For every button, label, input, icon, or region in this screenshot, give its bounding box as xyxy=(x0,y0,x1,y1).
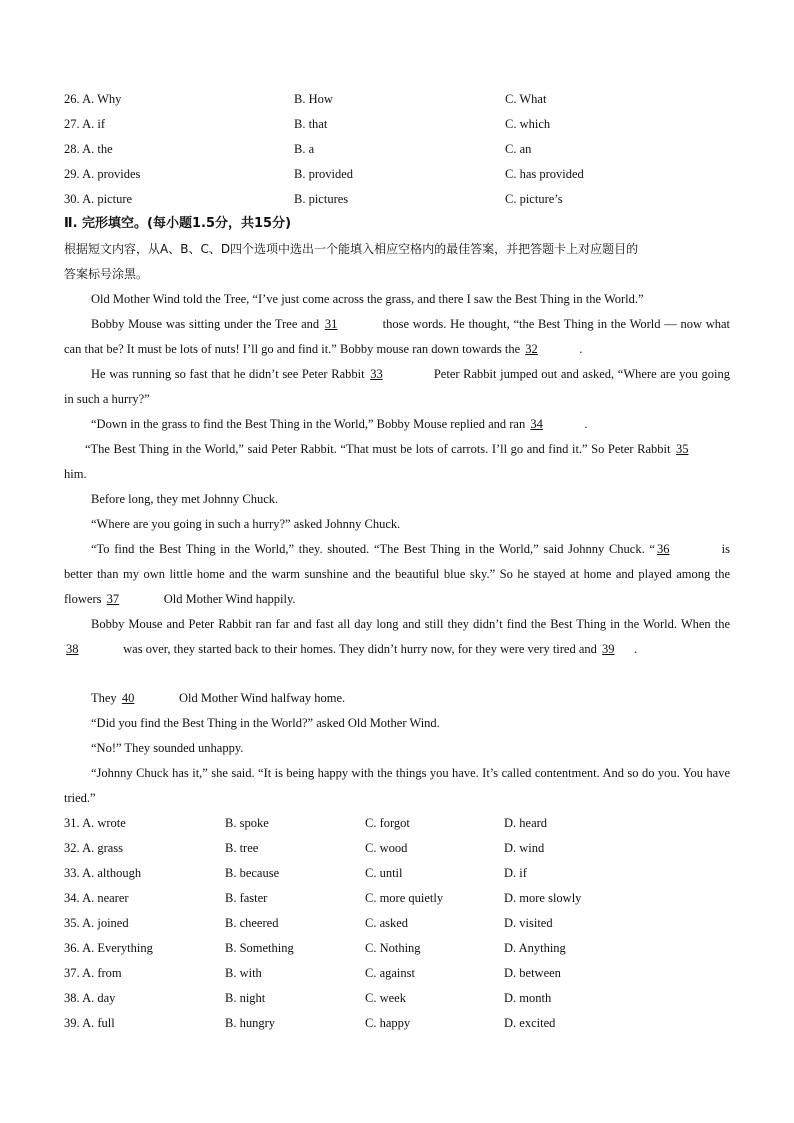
choice-c: C. What xyxy=(505,92,547,106)
choice-b: B. Something xyxy=(225,941,294,955)
passage-paragraph-12: “No!” They sounded unhappy. xyxy=(91,741,244,755)
instruction-line-2: 答案标号涂黑。 xyxy=(64,267,149,281)
choice-a: 36. A. Everything xyxy=(64,941,153,955)
choice-a: 39. A. full xyxy=(64,1016,115,1030)
choice-d: D. if xyxy=(504,866,527,880)
choice-b: B. faster xyxy=(225,891,268,905)
choice-a: 32. A. grass xyxy=(64,841,124,855)
choice-c: C. picture’s xyxy=(505,192,563,206)
section-heading: Ⅱ. 完形填空。(每小题1.5分，共15分) xyxy=(64,216,292,231)
passage-paragraph-5: “The Best Thing in the World,” said Peter Rabbit. “That must be lots of carrots. I’ll go and find it.” So Peter Rabbit 35 him. xyxy=(64,437,730,487)
choice-row-31 xyxy=(64,811,730,836)
choice-row-28 xyxy=(64,137,730,162)
choice-row-36 xyxy=(64,936,730,961)
choice-d: D. month xyxy=(504,991,552,1005)
choice-b: B. tree xyxy=(225,841,259,855)
choice-c: C. an xyxy=(505,142,532,156)
choice-b: B. hungry xyxy=(225,1016,275,1030)
choice-b: B. provided xyxy=(294,167,354,181)
choice-b: B. that xyxy=(294,117,328,131)
blank-38: 38 xyxy=(66,642,79,656)
choice-d: D. heard xyxy=(504,816,548,830)
choice-row-32 xyxy=(64,836,730,861)
choice-row-37 xyxy=(64,961,730,986)
choice-a: 38. A. day xyxy=(64,991,116,1005)
choice-a: 34. A. nearer xyxy=(64,891,129,905)
choice-row-29 xyxy=(64,162,730,187)
choice-row-38 xyxy=(64,986,730,1011)
choice-a: 37. A. from xyxy=(64,966,122,980)
choice-c: C. against xyxy=(365,966,415,980)
choice-c: C. has provided xyxy=(505,167,584,181)
choice-c: C. happy xyxy=(365,1016,411,1030)
passage-paragraph-8: “To find the Best Thing in the World,” they. shouted. “The Best Thing in the World,” said Johnny Chuck. “ 36 is better than my own little home and the warm sunshine and the beautiful blue sky.” So he stayed at home and played among the flowers 37 Old Mother Wind happily. xyxy=(64,537,730,612)
passage-paragraph-9: Bobby Mouse and Peter Rabbit ran far and fast all day long and still they didn’t find the Best Thing in the World. When the 38 was over, they started back to their homes. They didn’t hurry now, for they were very tired and 39 . xyxy=(64,612,730,662)
choice-a: 33. A. although xyxy=(64,866,142,880)
choice-d: D. wind xyxy=(504,841,545,855)
choice-a: 29. A. provides xyxy=(64,167,141,181)
blank-33: 33 xyxy=(370,367,383,381)
choice-c: C. forgot xyxy=(365,816,410,830)
choice-d: D. Anything xyxy=(504,941,566,955)
choice-a: 30. A. picture xyxy=(64,192,133,206)
blank-36: 36 xyxy=(656,542,670,556)
passage-paragraph-4: “Down in the grass to find the Best Thing in the World,” Bobby Mouse replied and ran 34 . xyxy=(64,412,730,437)
choice-d: D. more slowly xyxy=(504,891,582,905)
choice-row-39 xyxy=(64,1011,730,1036)
choice-row-26 xyxy=(64,87,730,112)
choice-c: C. wood xyxy=(365,841,408,855)
instruction-line-1: 根据短文内容，从A、B、C、D四个选项中选出一个能填入相应空格内的最佳答案，并把答题卡上对应题目的 xyxy=(64,242,639,256)
choice-b: B. a xyxy=(294,142,315,156)
choice-d: D. between xyxy=(504,966,561,980)
choice-row-35 xyxy=(64,911,730,936)
choice-b: B. cheered xyxy=(225,916,279,930)
passage-paragraph-6: Before long, they met Johnny Chuck. xyxy=(91,492,279,506)
blank-34: 34 xyxy=(530,417,543,431)
choice-row-34 xyxy=(64,886,730,911)
choice-row-27 xyxy=(64,112,730,137)
choice-row-33 xyxy=(64,861,730,886)
choice-b: B. night xyxy=(225,991,266,1005)
blank-35: 35 xyxy=(676,442,689,456)
choice-c: C. asked xyxy=(365,916,409,930)
passage-paragraph-11: “Did you find the Best Thing in the World?” asked Old Mother Wind. xyxy=(91,716,440,730)
choice-row-30 xyxy=(64,187,730,212)
choice-a: 31. A. wrote xyxy=(64,816,126,830)
choice-c: C. week xyxy=(365,991,406,1005)
choice-a: 27. A. if xyxy=(64,117,105,131)
choice-d: D. visited xyxy=(504,916,553,930)
choice-b: B. pictures xyxy=(294,192,349,206)
choice-a: 28. A. the xyxy=(64,142,113,156)
passage-paragraph-3: He was running so fast that he didn’t see Peter Rabbit 33 Peter Rabbit jumped out and asked, “Where are you going in such a hurry?” xyxy=(64,362,730,412)
choice-a: 35. A. joined xyxy=(64,916,129,930)
choice-c: C. until xyxy=(365,866,403,880)
choice-d: D. excited xyxy=(504,1016,556,1030)
passage-paragraph-10: They 40 Old Mother Wind halfway home. xyxy=(64,686,730,711)
passage-paragraph-1: Old Mother Wind told the Tree, “I’ve just come across the grass, and there I saw the Best Thing in the World.” xyxy=(91,292,644,306)
choice-b: B. because xyxy=(225,866,280,880)
choice-b: B. How xyxy=(294,92,333,106)
passage-paragraph-7: “Where are you going in such a hurry?” asked Johnny Chuck. xyxy=(91,517,401,531)
choice-b: B. with xyxy=(225,966,262,980)
passage-paragraph-13: “Johnny Chuck has it,” she said. “It is being happy with the things you have. It’s called contentment. And so do you. You have tried.” xyxy=(64,766,730,805)
choice-a: 26. A. Why xyxy=(64,92,122,106)
blank-37: 37 xyxy=(106,592,120,606)
choice-b: B. spoke xyxy=(225,816,269,830)
passage-paragraph-2: Bobby Mouse was sitting under the Tree and 31 those words. He thought, “the Best Thing in the World — now what can that be? It must be lots of nuts! I’ll go and find it.” Bobby mouse ran down towards the 32 . xyxy=(64,312,730,362)
choice-c: C. Nothing xyxy=(365,941,421,955)
blank-40: 40 xyxy=(121,691,135,705)
blank-31: 31 xyxy=(324,317,338,331)
blank-32: 32 xyxy=(525,342,538,356)
choice-c: C. which xyxy=(505,117,551,131)
choice-c: C. more quietly xyxy=(365,891,444,905)
blank-39: 39 xyxy=(602,642,615,656)
